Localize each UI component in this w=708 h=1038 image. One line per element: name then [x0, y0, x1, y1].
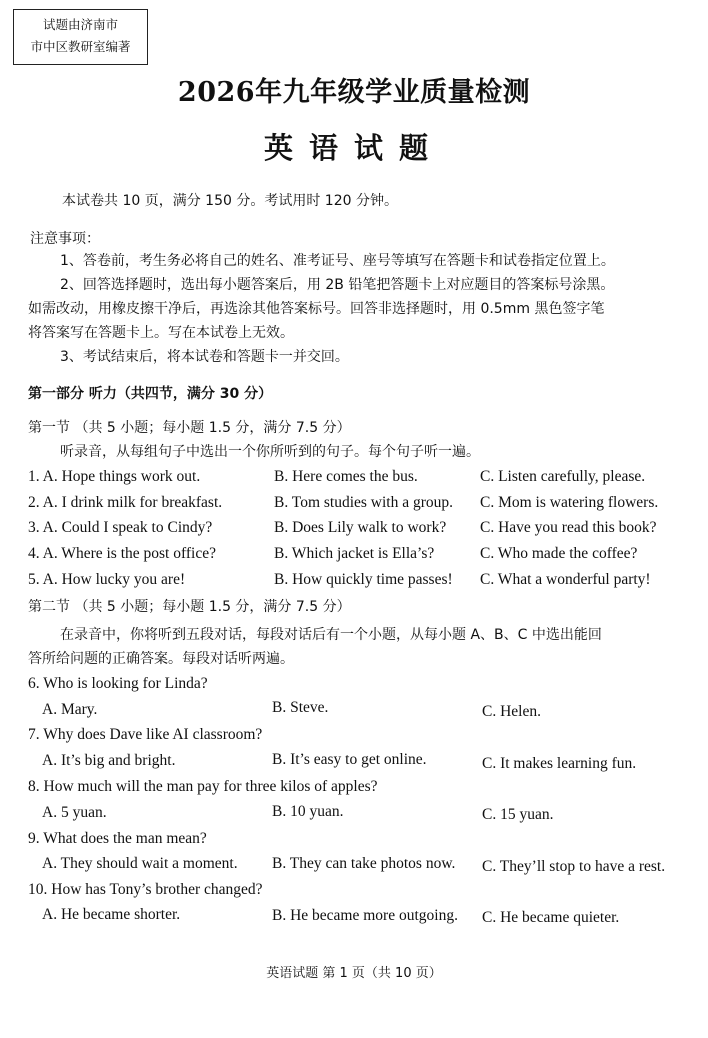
q8-option-a: A. 5 yuan. — [42, 804, 107, 821]
exam-subtitle: 英语试题 — [263, 131, 444, 165]
q3-option-c: C. Have you read this book? — [480, 519, 657, 536]
q1-option-c: C. Listen carefully, please. — [480, 468, 646, 485]
notes-item-1: 1、答卷前，考生务必将自己的姓名、准考证号、座号等填写在答题卡和试卷指定位置上。 — [60, 253, 615, 269]
notes-item-3: 3、考试结束后，将本试卷和答题卡一并交回。 — [60, 349, 349, 365]
q8-option-c: C. 15 yuan. — [482, 806, 554, 823]
notes-item-2-line-1: 2、回答选择题时，选出每小题答案后，用 2B 铅笔把答题卡上对应题目的答案标号涂黑。 — [60, 277, 615, 293]
q9-option-a: A. They should wait a moment. — [42, 855, 238, 872]
q6-option-c: C. Helen. — [482, 703, 541, 720]
q10-option-b: B. He became more outgoing. — [272, 907, 458, 924]
page-footer: 英语试题 第 1 页（共 10 页） — [266, 966, 442, 981]
q5-option-c: C. What a wonderful party! — [480, 571, 651, 588]
section-1-instruction: 听录音，从每组句子中选出一个你所听到的句子。每个句子听一遍。 — [60, 444, 480, 460]
q7-question: 7. Why does Dave like AI classroom? — [28, 726, 263, 743]
q4-option-b: B. Which jacket is Ella’s? — [274, 545, 435, 562]
q2-option-c: C. Mom is watering flowers. — [480, 494, 659, 511]
q3-option-a: 3. A. Could I speak to Cindy? — [28, 519, 213, 536]
notes-item-2-line-2: 如需改动，用橡皮擦干净后，再选涂其他答案标号。回答非选择题时，用 0.5mm 黑色签字笔 — [28, 301, 605, 317]
exam-title: 2026年九年级学业质量检测 — [177, 77, 531, 108]
q5-option-b: B. How quickly time passes! — [274, 571, 453, 588]
stamp-line-2: 市中区教研室编著 — [30, 39, 131, 54]
q8-option-b: B. 10 yuan. — [272, 803, 344, 820]
section-2-instruction-line-1: 在录音中，你将听到五段对话，每段对话后有一个小题，从每小题 A、B、C 中选出能回 — [60, 627, 602, 643]
q2-option-a: 2. A. I drink milk for breakfast. — [28, 494, 223, 511]
q3-option-b: B. Does Lily walk to work? — [274, 519, 447, 536]
q8-question: 8. How much will the man pay for three kilos of apples? — [28, 778, 378, 795]
q6-option-b: B. Steve. — [272, 699, 329, 716]
q1-option-a: 1. A. Hope things work out. — [28, 468, 201, 485]
q9-option-b: B. They can take photos now. — [272, 855, 456, 872]
q7-option-a: A. It’s big and bright. — [42, 752, 176, 769]
q6-option-a: A. Mary. — [42, 701, 98, 718]
q10-question: 10. How has Tony’s brother changed? — [28, 881, 263, 898]
source-stamp — [13, 9, 148, 65]
q7-option-c: C. It makes learning fun. — [482, 755, 637, 772]
q9-option-c: C. They’ll stop to have a rest. — [482, 858, 666, 875]
q4-option-a: 4. A. Where is the post office? — [28, 545, 216, 562]
section-1-heading: 第一节 （共 5 小题；每小题 1.5 分，满分 7.5 分） — [28, 420, 351, 436]
intro-text: 本试卷共 10 页，满分 150 分。考试用时 120 分钟。 — [62, 193, 398, 209]
section-2-heading: 第二节 （共 5 小题；每小题 1.5 分，满分 7.5 分） — [28, 599, 351, 615]
q2-option-b: B. Tom studies with a group. — [274, 494, 454, 511]
notes-heading: 注意事项： — [30, 231, 100, 247]
q9-question: 9. What does the man mean? — [28, 830, 207, 847]
q5-option-a: 5. A. How lucky you are! — [28, 571, 186, 588]
q6-question: 6. Who is looking for Linda? — [28, 675, 208, 692]
part-1-heading: 第一部分 听力（共四节，满分 30 分） — [28, 386, 273, 402]
section-2-instruction-line-2: 答所给问题的正确答案。每段对话听两遍。 — [28, 651, 294, 667]
q1-option-b: B. Here comes the bus. — [274, 468, 418, 485]
q10-option-a: A. He became shorter. — [42, 906, 181, 923]
stamp-line-1: 试题由济南市 — [42, 17, 118, 32]
notes-item-2-line-3: 将答案写在答题卡上。写在本试卷上无效。 — [28, 325, 294, 341]
q7-option-b: B. It’s easy to get online. — [272, 751, 427, 768]
q10-option-c: C. He became quieter. — [482, 909, 620, 926]
q4-option-c: C. Who made the coffee? — [480, 545, 638, 562]
